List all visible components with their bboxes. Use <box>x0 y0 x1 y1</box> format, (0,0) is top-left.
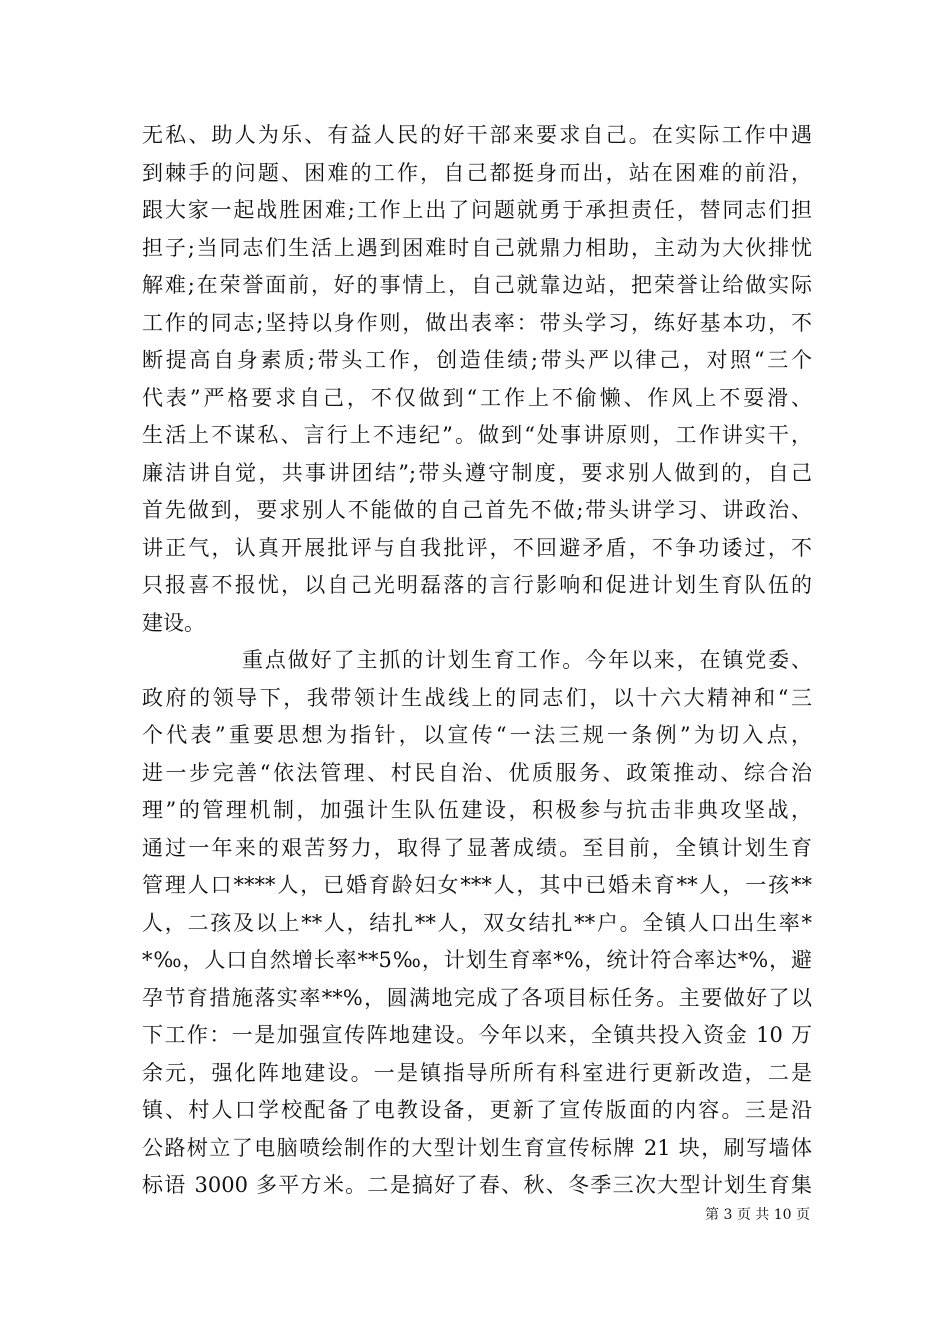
text-line: 无私、助人为乐、有益人民的好干部来要求自己。在实际工作中遇 <box>142 123 812 147</box>
text-line: 只报喜不报忧，以自己光明磊落的言行影响和促进计划生育队伍的 <box>142 573 812 597</box>
text-line: 工作的同志;坚持以身作则，做出表率：带头学习，练好基本功，不 <box>142 310 812 335</box>
text-line: 跟大家一起战胜困难;工作上出了问题就勇于承担责任，替同志们担 <box>142 198 812 222</box>
paragraph-2 <box>142 642 812 1205</box>
text-line: 理”的管理机制，加强计生队伍建设，积极参与抗击非典攻坚战， <box>142 798 812 822</box>
document-body <box>142 117 812 1205</box>
page-number-footer: 第 3 页 共 10 页 <box>705 1207 810 1223</box>
paragraph-1 <box>142 117 812 642</box>
text-line: *‰，人口自然增长率**5‰，计划生育率*%，统计符合率达*%，避 <box>142 948 812 972</box>
text-line: 进一步完善“依法管理、村民自治、优质服务、政策推动、综合治 <box>142 760 812 785</box>
text-line: 担子;当同志们生活上遇到困难时自己就鼎力相助，主动为大伙排忧 <box>142 235 812 260</box>
text-line: 管理人口****人，已婚育龄妇女***人，其中已婚未育**人，一孩** <box>142 873 812 897</box>
text-line: 镇、村人口学校配备了电教设备，更新了宣传版面的内容。三是沿 <box>142 1098 812 1122</box>
text-line: 余元，强化阵地建设。一是镇指导所所有科室进行更新改造，二是 <box>142 1060 812 1085</box>
text-line: 代表”严格要求自己，不仅做到“工作上不偷懒、作风上不耍滑、 <box>142 385 812 410</box>
text-line: 政府的领导下，我带领计生战线上的同志们，以十六大精神和“三 <box>142 685 812 710</box>
text-line: 下工作：一是加强宣传阵地建设。今年以来，全镇共投入资金 10 万 <box>142 1023 812 1047</box>
text-line: 建设。 <box>142 610 205 635</box>
text-line: 解难;在荣誉面前，好的事情上，自己就靠边站，把荣誉让给做实际 <box>142 273 812 297</box>
text-line: 廉洁讲自觉，共事讲团结”;带头遵守制度，要求别人做到的，自己 <box>142 460 812 485</box>
text-line: 个代表”重要思想为指针，以宣传“一法三规一条例”为切入点， <box>142 723 812 747</box>
text-line: 断提高自身素质;带头工作，创造佳绩;带头严以律己，对照“三个 <box>142 348 812 372</box>
text-line: 生活上不谋私、言行上不违纪”。做到“处事讲原则，工作讲实干， <box>142 423 812 447</box>
text-line: 通过一年来的艰苦努力，取得了显著成绩。至目前，全镇计划生育 <box>142 835 812 860</box>
text-line: 孕节育措施落实率**%，圆满地完成了各项目标任务。主要做好了以 <box>142 985 812 1010</box>
text-line: 讲正气，认真开展批评与自我批评，不回避矛盾，不争功诿过，不 <box>142 535 812 560</box>
text-line: 标语 3000 多平方米。二是搞好了春、秋、冬季三次大型计划生育集 <box>142 1173 812 1197</box>
text-line: 首先做到，要求别人不能做的自己首先不做;带头讲学习、讲政治、 <box>142 498 812 522</box>
text-line: 到棘手的问题、困难的工作，自己都挺身而出，站在困难的前沿， <box>142 160 812 185</box>
text-line: 重点做好了主抓的计划生育工作。今年以来，在镇党委、 <box>242 648 812 672</box>
text-line: 公路树立了电脑喷绘制作的大型计划生育宣传标牌 21 块，刷写墙体 <box>142 1135 812 1160</box>
text-line: 人，二孩及以上**人，结扎**人，双女结扎**户。全镇人口出生率* <box>142 910 812 935</box>
